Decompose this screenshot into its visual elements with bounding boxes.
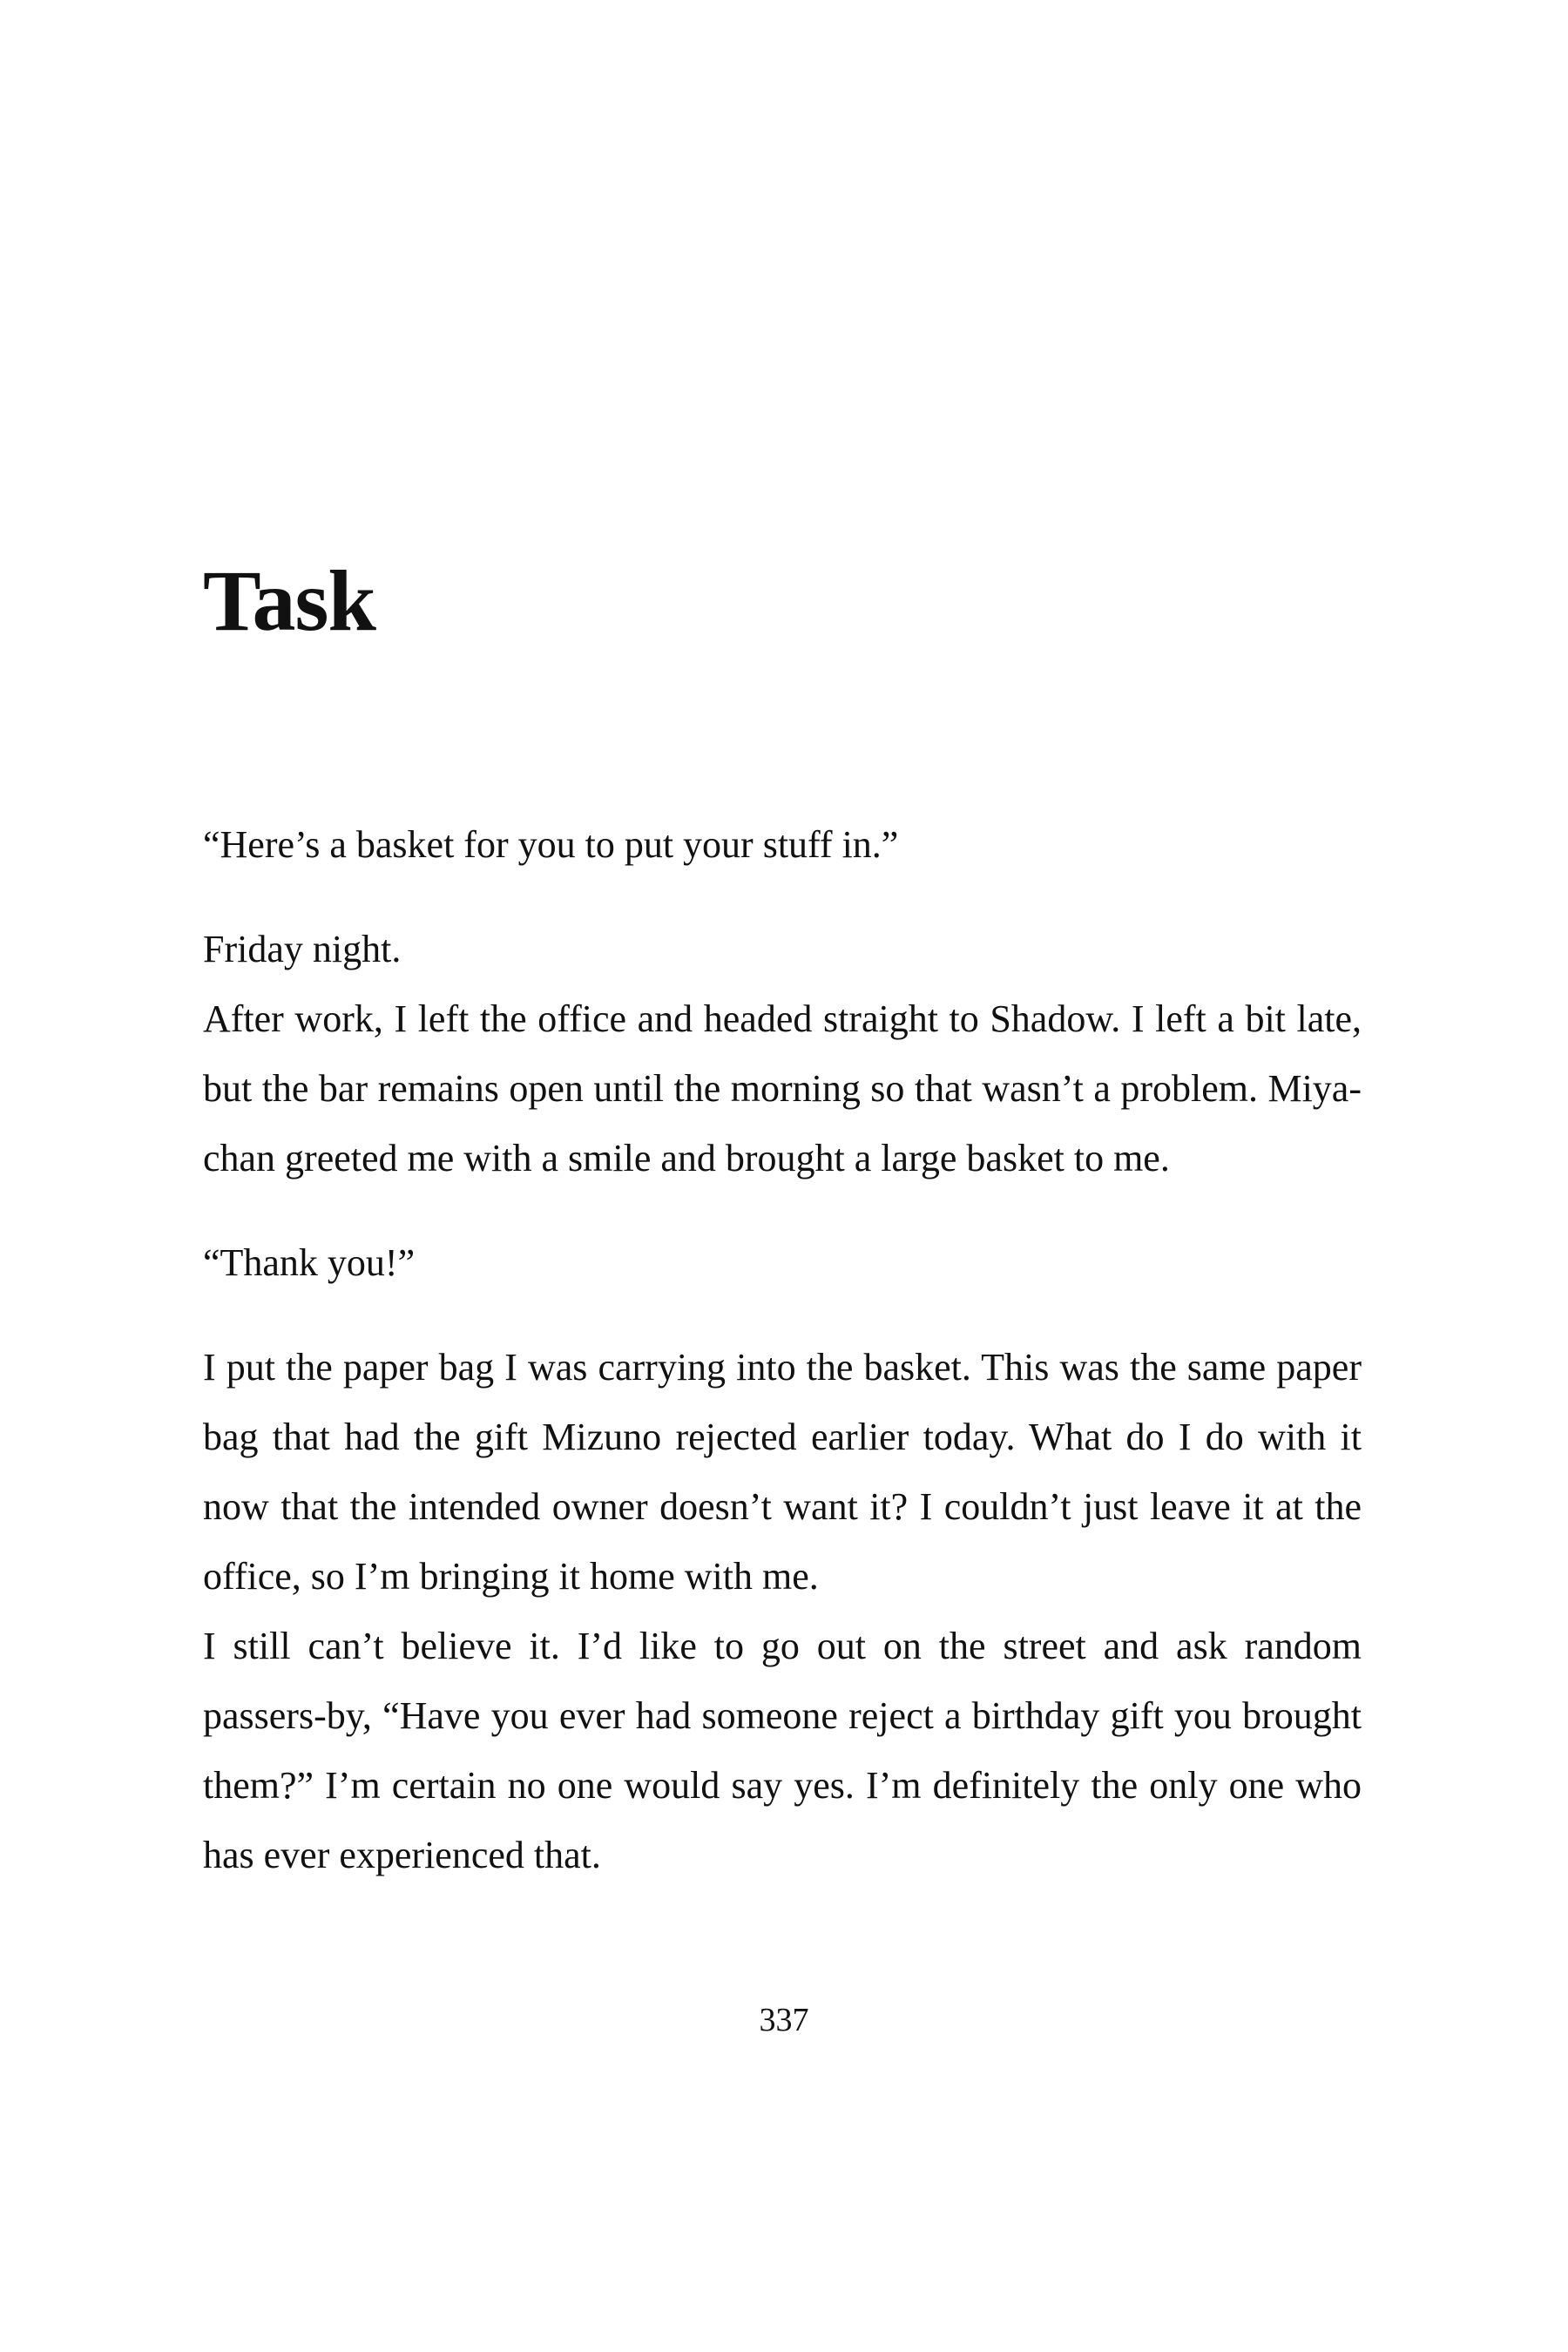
paragraph-dialogue-basket: “Here’s a basket for you to put your stuff in.” — [203, 823, 899, 866]
page-number: 337 — [759, 2002, 809, 2038]
paragraph-dialogue-thanks: “Thank you!” — [203, 1241, 416, 1284]
body-text — [203, 810, 1362, 1890]
paragraph-friday-night: Friday night. — [203, 928, 402, 970]
paragraph-paper-bag: I put the paper bag I was carrying into the basket. This was the same paper bag that had the gift Mizuno rejected earlier today. What do I do with it now that the intended owner doesn’t want it? I couldn’t just leave it at the office, so I’m bringing it home with me. — [203, 1346, 1362, 1598]
paragraph-cant-believe: I still can’t believe it. I’d like to go out on the street and ask random passers-by, “Have you ever had someone reject a birthday gift you brought them?” I’m certain no one would say yes. I’m definitely the only one who has ever experienced that. — [203, 1625, 1362, 1876]
chapter-title: Task — [203, 552, 376, 649]
paragraph-after-work: After work, I left the office and headed straight to Shadow. I left a bit late, but the bar remains open until the morning so that wasn’t a problem. Miya-chan greeted me with a smile and brought a large basket to me. — [203, 997, 1362, 1179]
